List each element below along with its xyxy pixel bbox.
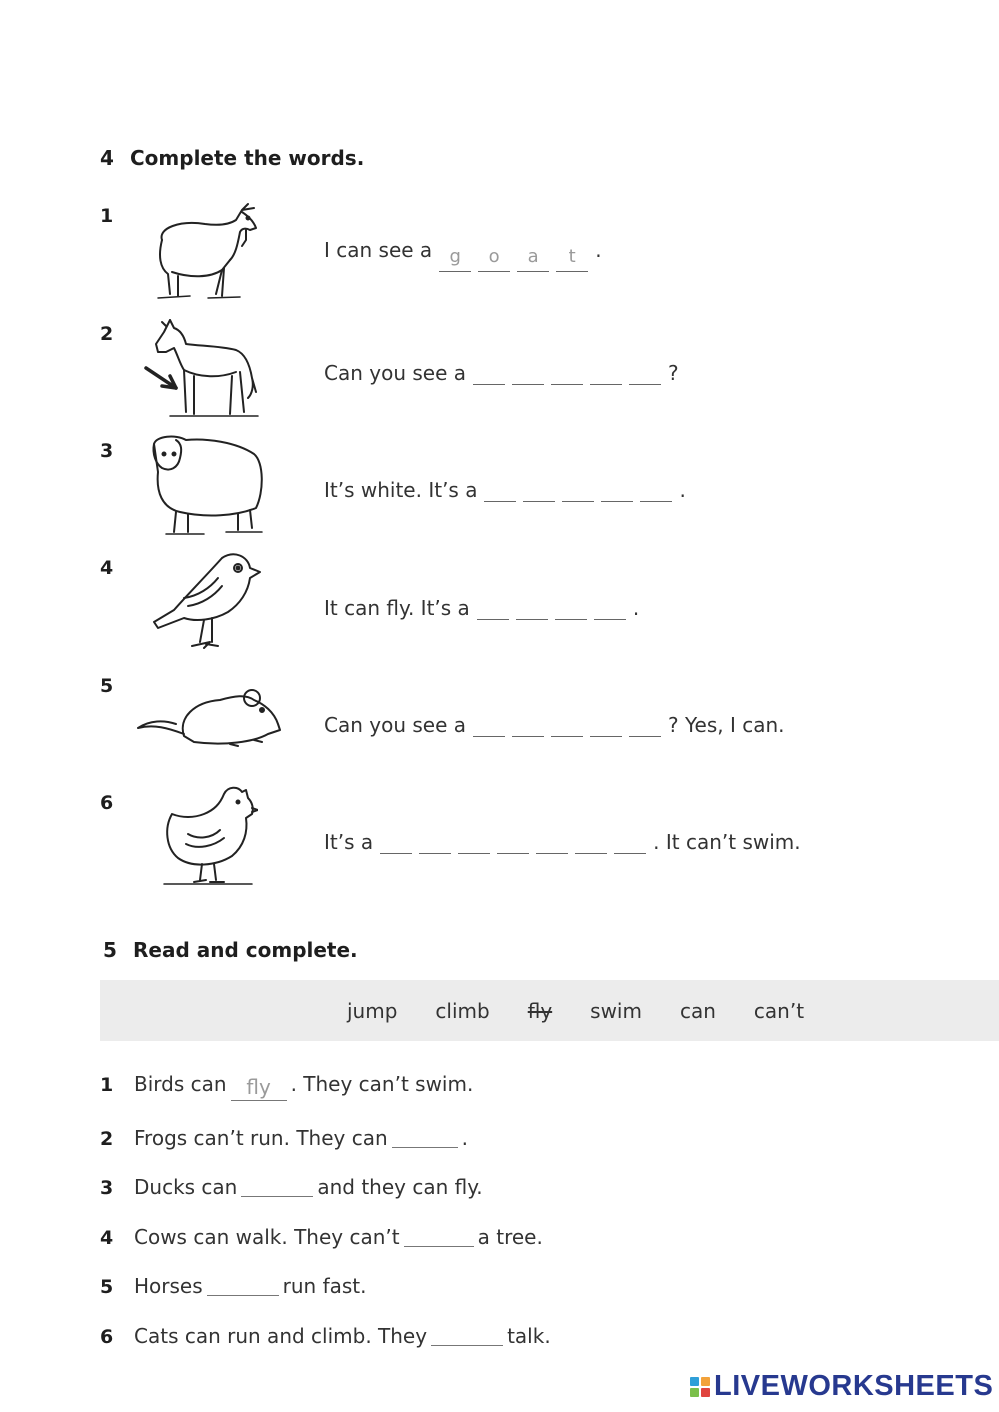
letter-blank[interactable] — [497, 829, 529, 854]
letter-blank[interactable] — [601, 477, 633, 502]
letter-blank[interactable] — [380, 829, 412, 854]
answer-blank[interactable] — [207, 1273, 279, 1296]
sentence-end: run fast. — [282, 1274, 367, 1298]
item-number: 1 — [100, 205, 114, 227]
item-number: 4 — [100, 1227, 114, 1249]
item-number: 1 — [100, 1074, 114, 1096]
answer-blank[interactable]: fly — [231, 1078, 287, 1101]
word-blanks[interactable] — [473, 355, 661, 380]
sentence-text: Can you see a — [324, 361, 467, 385]
sheep-icon — [146, 432, 268, 538]
item-number: 6 — [100, 1326, 114, 1348]
sentence-end: . — [595, 238, 602, 262]
letter-blank[interactable] — [516, 595, 548, 620]
letter-blank[interactable] — [575, 829, 607, 854]
bird-icon — [148, 548, 264, 656]
word-bank — [100, 980, 999, 1041]
item-number: 4 — [100, 557, 114, 579]
fill-sentence-3 — [100, 1171, 483, 1199]
letter-blank[interactable]: o — [478, 247, 510, 272]
sentence-text: It’s a — [324, 830, 374, 854]
sentence-end: . — [461, 1126, 468, 1150]
logo-text: LIVEWORKSHEETS — [714, 1370, 994, 1402]
sentence-3 — [324, 472, 686, 502]
letter-blank[interactable] — [523, 477, 555, 502]
letter-blank[interactable] — [458, 829, 490, 854]
letter-blank[interactable] — [555, 595, 587, 620]
word-bank-list — [347, 999, 842, 1023]
sentence-4 — [324, 590, 639, 620]
mouse-icon — [134, 684, 284, 754]
sentence-end: . It can’t swim. — [653, 830, 801, 854]
fill-sentence-2 — [100, 1122, 468, 1150]
section-5-heading — [103, 938, 358, 962]
sentence-text: Can you see a — [324, 713, 467, 737]
sentence-text: Horses — [134, 1274, 203, 1298]
sentence-text: I can see a — [324, 238, 433, 262]
letter-blank[interactable] — [594, 595, 626, 620]
section-title: Read and complete. — [133, 938, 358, 962]
item-number: 3 — [100, 440, 114, 462]
answer-blank[interactable] — [431, 1323, 503, 1346]
letter-blank[interactable] — [512, 360, 544, 385]
letter-blank[interactable] — [629, 360, 661, 385]
letter-blank[interactable] — [484, 477, 516, 502]
letter-blank[interactable]: t — [556, 247, 588, 272]
horse-icon — [140, 316, 262, 422]
letter-blank[interactable] — [590, 712, 622, 737]
sentence-text: Frogs can’t run. They can — [134, 1126, 388, 1150]
word-blanks[interactable] — [380, 824, 646, 849]
sentence-end: . — [679, 478, 686, 502]
item-number: 6 — [100, 792, 114, 814]
sentence-end: ? Yes, I can. — [668, 713, 785, 737]
liveworksheets-logo-icon — [690, 1377, 710, 1397]
sentence-text: Ducks can — [134, 1175, 238, 1199]
word-blanks[interactable] — [477, 590, 626, 615]
sentence-end: . — [632, 596, 640, 620]
letter-blank[interactable] — [614, 829, 646, 854]
item-number: 5 — [100, 1276, 114, 1298]
sentence-1 — [324, 238, 602, 267]
word-blanks[interactable] — [484, 472, 672, 497]
sentence-text: It’s white. It’s a — [324, 478, 478, 502]
goat-icon — [150, 198, 262, 304]
sentence-5 — [324, 707, 785, 737]
word-bank-item: climb — [435, 998, 490, 1023]
letter-blank[interactable] — [473, 712, 505, 737]
word-bank-item: can’t — [753, 998, 805, 1023]
answer-blank[interactable] — [392, 1125, 458, 1148]
letter-blank[interactable] — [477, 595, 509, 620]
letter-blank[interactable] — [562, 477, 594, 502]
item-number: 2 — [100, 1128, 114, 1150]
letter-blank[interactable] — [640, 477, 672, 502]
sentence-2 — [324, 355, 679, 385]
sentence-text: Cats can run and climb. They — [134, 1324, 428, 1348]
chicken-icon — [158, 784, 258, 888]
item-number: 5 — [100, 675, 114, 697]
letter-blank[interactable] — [473, 360, 505, 385]
answer-blank[interactable] — [404, 1224, 474, 1247]
section-title: Complete the words. — [130, 146, 365, 170]
fill-sentence-6 — [100, 1320, 551, 1348]
word-bank-item-used: fly — [527, 998, 553, 1023]
letter-blank[interactable]: g — [439, 247, 471, 272]
word-bank-item: jump — [347, 998, 398, 1023]
sentence-end: . They can’t swim. — [290, 1072, 474, 1096]
sentence-text: Cows can walk. They can’t — [134, 1225, 400, 1249]
answer-blank[interactable] — [241, 1174, 313, 1197]
section-number: 4 — [100, 146, 114, 170]
item-number: 3 — [100, 1177, 114, 1199]
item-number: 2 — [100, 323, 114, 345]
sentence-6 — [324, 824, 801, 854]
sentence-text: Birds can — [134, 1072, 227, 1096]
sentence-end: and they can fly. — [317, 1175, 483, 1199]
liveworksheets-logo[interactable] — [690, 1370, 993, 1403]
word-bank-item: swim — [590, 998, 642, 1023]
sentence-end: a tree. — [477, 1225, 543, 1249]
letter-blank[interactable] — [512, 712, 544, 737]
fill-sentence-4 — [100, 1221, 543, 1249]
word-bank-item: can — [679, 998, 716, 1023]
letter-blank[interactable] — [590, 360, 622, 385]
fill-sentence-5 — [100, 1270, 367, 1298]
fill-sentence-1 — [100, 1072, 473, 1098]
section-4-heading — [100, 146, 364, 170]
sentence-end: ? — [668, 361, 679, 385]
letter-blank[interactable] — [629, 712, 661, 737]
word-blanks[interactable] — [473, 707, 661, 732]
section-number: 5 — [103, 938, 117, 962]
sentence-text: It can fly. It’s a — [324, 596, 470, 620]
sentence-end: talk. — [507, 1324, 551, 1348]
letter-blank[interactable] — [536, 829, 568, 854]
letter-blank[interactable] — [551, 360, 583, 385]
letter-blank[interactable]: a — [517, 247, 549, 272]
letter-blank[interactable] — [551, 712, 583, 737]
letter-blank[interactable] — [419, 829, 451, 854]
word-blanks[interactable] — [439, 242, 588, 267]
